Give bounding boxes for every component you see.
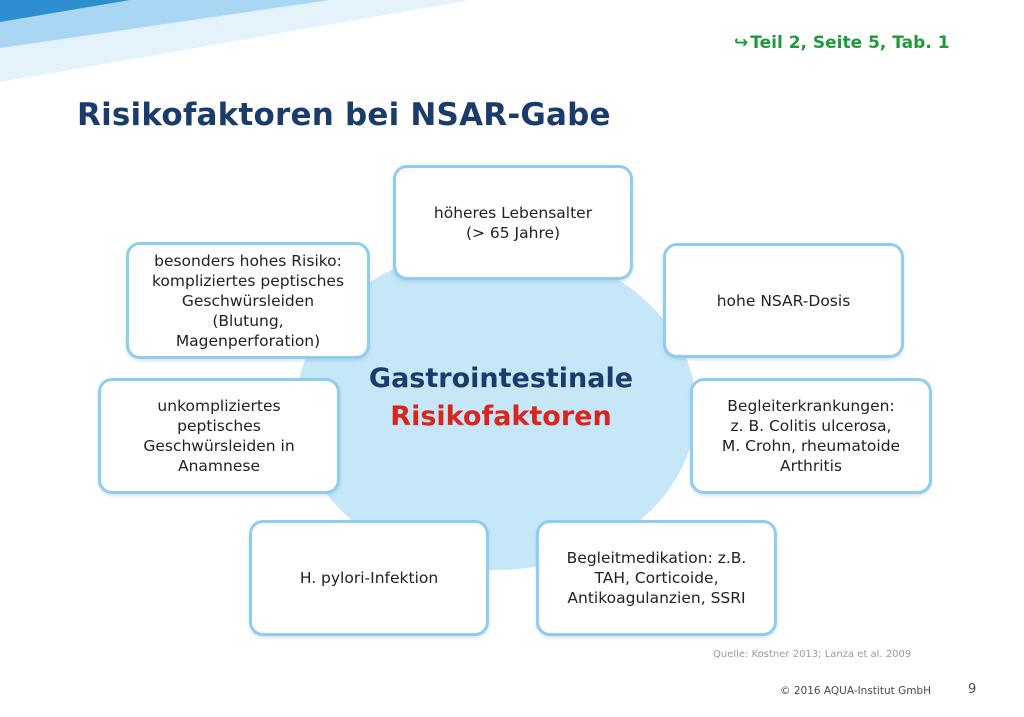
source-citation: Quelle: Kostner 2013; Lanza et al. 2009: [713, 649, 912, 660]
page-number: 9: [968, 682, 977, 697]
factor-text: Arthritis: [779, 457, 842, 475]
factor-text: z. B. Colitis ulcerosa,: [730, 417, 892, 435]
factor-text: kompliziertes peptisches: [151, 271, 345, 290]
factor-box-age: [393, 165, 633, 280]
factor-text: Anamnese: [178, 457, 260, 475]
source-reference: [734, 33, 950, 53]
factor-text: Antikoagulanzien, SSRI: [567, 589, 746, 607]
factor-box-comorbidities: [690, 378, 932, 494]
factor-text: Begleitmedikation: z.B.: [566, 549, 747, 567]
factor-text: H. pylori-Infektion: [299, 569, 439, 587]
factor-text: Geschwürsleiden in: [143, 437, 295, 455]
factor-box-h-pylori: [249, 520, 489, 636]
factor-text: besonders hohes Risiko:: [154, 251, 342, 270]
factor-box-dose: [663, 243, 904, 358]
copyright: © 2016 AQUA-Institut GmbH: [780, 685, 931, 697]
reference-arrow-icon: ↪: [734, 33, 749, 53]
factor-text: M. Crohn, rheumatoide: [721, 437, 901, 455]
factor-text: Magenperforation): [175, 331, 321, 350]
factor-text: TAH, Corticoide,: [594, 569, 719, 587]
factor-box-comedication: [536, 520, 777, 636]
factor-text: Begleiterkrankungen:: [727, 397, 895, 415]
page-title: Risikofaktoren bei NSAR-Gabe: [77, 97, 611, 133]
factor-text: peptisches: [177, 417, 261, 435]
factor-text: (> 65 Jahre): [465, 223, 561, 242]
factor-text: höheres Lebensalter: [433, 203, 593, 222]
center-label-line2: Risikofaktoren: [390, 401, 612, 432]
factor-text: hohe NSAR-Dosis: [716, 291, 851, 310]
reference-text: Teil 2, Seite 5, Tab. 1: [750, 33, 950, 53]
factor-text: unkompliziertes: [157, 397, 281, 415]
center-label: [336, 360, 666, 436]
factor-box-high-risk: [126, 242, 370, 359]
factor-text: Geschwürsleiden: [181, 291, 315, 310]
factor-text: (Blutung,: [212, 311, 284, 330]
factor-box-uncomplicated-ulcer: [98, 378, 340, 494]
center-label-line1: Gastrointestinale: [368, 363, 634, 394]
